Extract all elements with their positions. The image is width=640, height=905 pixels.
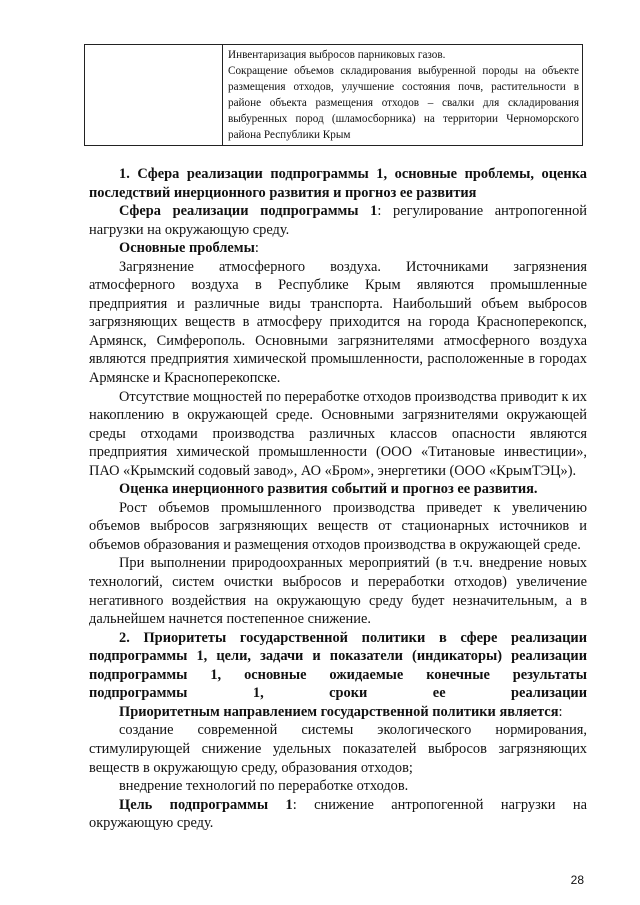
table-line: района Республики Крым [228, 129, 351, 142]
priority-label: Приоритетным направлением государственной политики является [119, 703, 559, 720]
section-1-heading: 1. Сфера реализации подпрограммы 1, основные проблемы, оценка последствий инерционного развития и прогноз ее развития [89, 166, 587, 201]
table-line: размещения отходов, улучшение состояния почв, растительности в [228, 81, 579, 94]
measures-paragraph: При выполнении природоохранных мероприятий (в т.ч. внедрение новых технологий, систем очистки выбросов и переработки отходов) увеличение негативного воздействия на окружающую среду будет незначительным, а в дальнейшем начнется постепенное снижение. [89, 555, 587, 628]
sphere-text: : регулирование антропогенной нагрузки на окружающую среду. [89, 203, 587, 238]
table-cell-measures [223, 45, 583, 146]
goal-label: Цель подпрограммы 1 [119, 796, 293, 813]
table-row [85, 45, 583, 146]
sphere-paragraph [89, 202, 587, 239]
assessment-heading: Оценка инерционного развития событий и прогноз ее развития. [119, 481, 538, 498]
problems-heading [89, 239, 587, 258]
page-number: 28 [570, 873, 584, 887]
table-line: выбуренных пород (шламосборника) на территории Черноморского [228, 113, 579, 126]
section-2-heading: 2. Приоритеты государственной политики в сфере реализации подпрограммы 1, цели, задачи и показатели (индикаторы) реализации подпрограммы 1, основные ожидаемые конечные результаты подпрограммы 1, сроки ее реализации [89, 629, 587, 702]
problems-colon: : [254, 240, 259, 257]
table-line: Инвентаризация выбросов парниковых газов. [228, 49, 446, 61]
document-body [89, 165, 587, 833]
technology-paragraph: внедрение технологий по переработке отходов. [119, 778, 409, 795]
priority-heading [89, 703, 587, 722]
goal-text: : снижение антропогенной нагрузки на окружающую среду. [89, 796, 587, 832]
growth-paragraph: Рост объемов промышленного производства приведет к увеличению объемов выбросов загрязняющих веществ от стационарных источников и объемов образования и размещения отходов производства в окружающей среде. [89, 499, 587, 553]
goal-paragraph [89, 796, 587, 833]
priority-colon: : [558, 703, 563, 720]
air-pollution-paragraph: Загрязнение атмосферного воздуха. Источниками загрязнения атмосферного воздуха в Республике Крым являются промышленные предприятия и различные виды транспорта. Наибольший объем выбросов загрязняющих веществ в атмосферу приходится на города Красноперекопск, Армянск, Симферополь. Основными загрязнителями атмосферного воздуха являются предприятия химической промышленности, расположенные в городах Армянске и Красноперекопске. [89, 258, 587, 387]
create-system-paragraph: создание современной системы экологического нормирования, стимулирующей снижение удельных показателей выбросов загрязняющих веществ в окружающую среду, образования отходов; [89, 722, 587, 776]
table-cell-empty [85, 45, 223, 146]
table-line: Сокращение объемов складирования выбуренной породы на объекте [228, 65, 579, 78]
problems-label: Основные проблемы [119, 240, 255, 257]
measures-table [84, 44, 583, 146]
sphere-label: Сфера реализации подпрограммы 1 [119, 203, 378, 220]
table-line: районе объекта размещения отходов – свалки для складирования [228, 97, 579, 110]
waste-paragraph: Отсутствие мощностей по переработке отходов производства приводит к их накоплению в окружающей среде. Основными загрязнителями окружающей среды отходами производства различных классов опасности являются предприятия химической промышленности (ООО «Титановые инвестиции», ПАО «Крымский содовый завод», АО «Бром», энергетики (ООО «КрымТЭЦ»). [89, 388, 587, 479]
